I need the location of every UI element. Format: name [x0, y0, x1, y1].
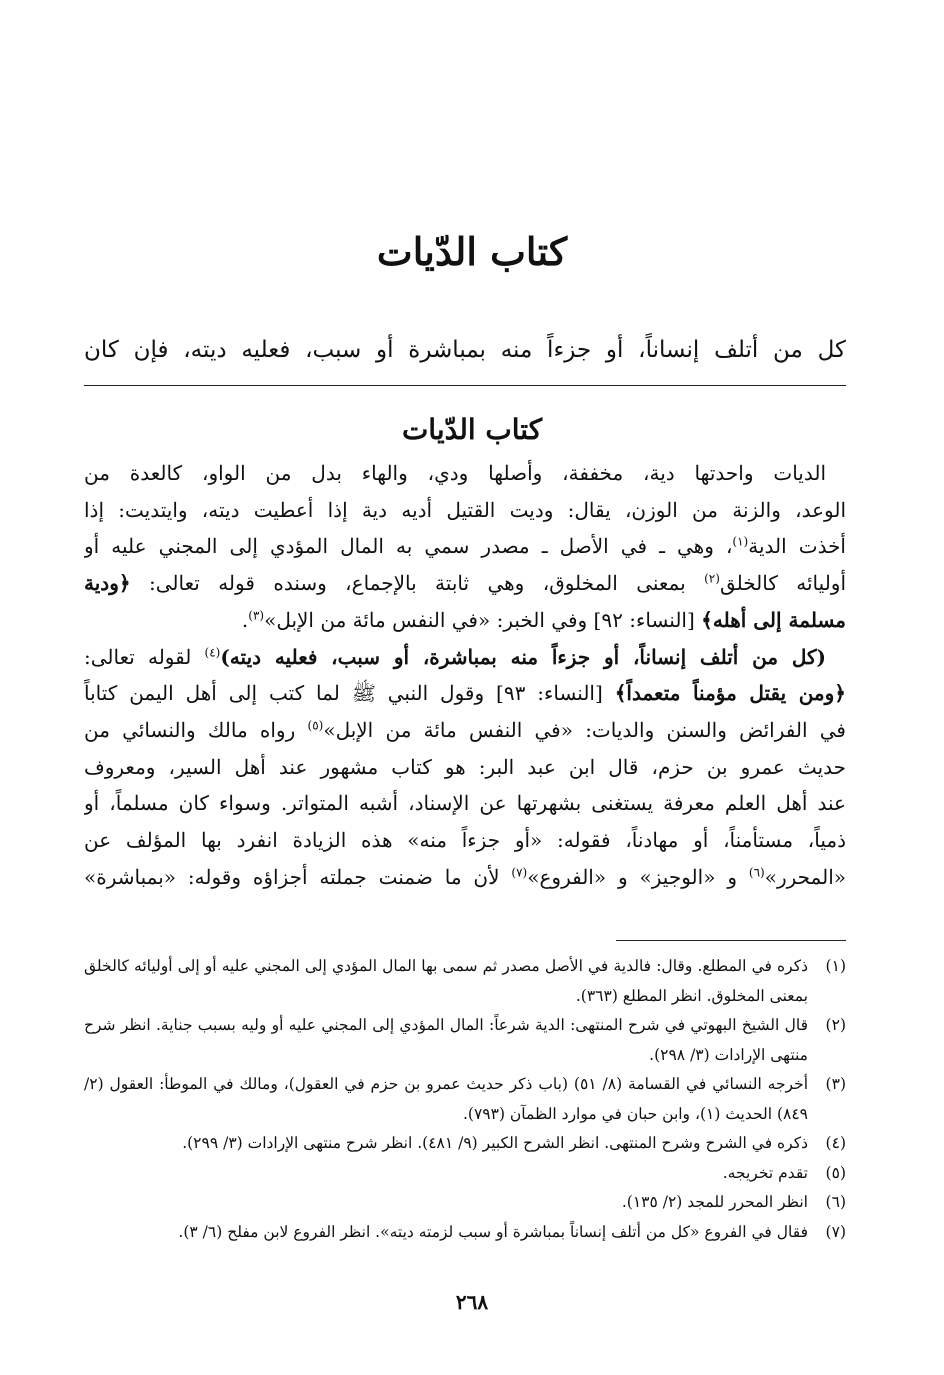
footnote: [84, 1218, 846, 1248]
footnote-ref-3[interactable]: (٣): [248, 608, 265, 623]
page-number: ٢٦٨: [455, 1290, 489, 1314]
matn-quote: (كل من أتلف إنساناً، أو جزءاً منه بمباشرة، أو سبب، فعليه ديته): [220, 644, 826, 669]
footnote-ref-6[interactable]: (٦): [748, 865, 765, 880]
footnote-ref-5[interactable]: (٥): [307, 718, 324, 733]
commentary-line: «المحرر»$^{(٦)}$ و «الوجيز» و «الفروع»$^{(٧)}$ لأن ما ضمنت جملته أجزاؤه وقوله: «بمباشرة»: [84, 864, 846, 889]
chapter-title: كتاب الدّيات: [376, 229, 568, 274]
commentary-paragraph-1: [84, 455, 846, 639]
matn-text: كل من أتلف إنساناً، أو جزءاً منه بمباشرة أو سبب، فعليه ديته، فإن كان: [84, 337, 846, 363]
footnote-text: قال الشيخ البهوتي في شرح المنتهى: الدية شرعاً: المال المؤدي إلى المجني عليه أو وليه بسبب جناية. انظر شرح منتهى الإرادات (٣/ ٢٩٨).: [84, 1016, 808, 1064]
commentary-line: الوعد، والزنة من الوزن، يقال: وديت القتيل أديه دية إذا أعطيت ديته، وايتديت: إذا: [84, 497, 846, 522]
footnote-text: فقال في الفروع «كل من أتلف إنساناً بمباشرة أو سبب لزمته ديته». انظر الفروع لابن مفلح (٦/ ٣).: [178, 1222, 808, 1241]
commentary-line: عند أهل العلم معرفة يستغنى بشهرتها عن الإسناد، أشبه المتواتر. وسواء كان مسلماً، أو: [84, 791, 846, 816]
quran-quote: مسلمة إلى أهله﴾: [701, 607, 846, 632]
commentary-line: (كل من أتلف إنساناً، أو جزءاً منه بمباشرة، أو سبب، فعليه ديته)$^{(٤)}$ لقوله تعالى:: [84, 644, 826, 669]
footnote: [84, 1188, 846, 1218]
footnote-ref-1[interactable]: (١): [732, 534, 749, 549]
footnote-number: (٦): [825, 1193, 846, 1211]
commentary-line: أوليائه كالخلق$^{(٢)}$ بمعنى المخلوق، وهي ثابتة بالإجماع، وسنده قوله تعالى: ﴿ودية: [84, 571, 846, 596]
commentary-line: أخذت الدية$^{(١)}$، وهي ـ في الأصل ـ مصدر سمي به المال المؤدي إلى المجني عليه أو: [84, 534, 846, 559]
commentary-body: [84, 455, 846, 895]
footnote-text: تقدم تخريجه.: [722, 1163, 808, 1182]
commentary-line: ذمياً، مستأمناً، أو مهادناً، فقوله: «أو جزءاً منه» هذه الزيادة انفرد بها المؤلف عن: [84, 828, 846, 853]
footnotes-divider: [616, 940, 846, 941]
footnote-number: (٧): [825, 1222, 846, 1241]
footnote-text: ذكره في الشرح وشرح المنتهى. انظر الشرح الكبير (٩/ ٤٨١). انظر شرح منتهى الإرادات (٣/ ٢٩٩).: [182, 1134, 808, 1152]
footnote: [84, 1070, 846, 1129]
footnote-ref-4[interactable]: (٤): [204, 644, 221, 659]
commentary-line: حديث عمرو بن حزم، قال ابن عبد البر: هو كتاب مشهور عند أهل السير، ومعروف: [84, 754, 846, 779]
footnote-number: (٥): [825, 1163, 846, 1182]
matn-divider: [84, 385, 846, 386]
quran-quote: ﴿ودية: [84, 571, 131, 596]
footnote-number: (٤): [825, 1134, 846, 1152]
footnote-text: ذكره في المطلع. وقال: فالدية في الأصل مصدر ثم سمى بها المال المؤدي إلى المجني عليه أو إلى أوليائه كالخلق بمعنى المخلوق. انظر المطلع (٣٦٣).: [84, 957, 808, 1005]
commentary-line: ﴿ومن يقتل مؤمناً متعمداً﴾ [النساء: ٩٣] وقول النبي ﷺ لما كتب إلى أهل اليمن كتاباً: [84, 681, 846, 706]
commentary-paragraph-2: [84, 639, 846, 896]
commentary-line: الديات واحدتها دية، مخففة، وأصلها ودي، والهاء بدل من الواو، كالعدة من: [84, 461, 826, 485]
footnote-ref-2[interactable]: (٢): [704, 571, 720, 586]
quran-quote: ﴿ومن يقتل مؤمناً متعمداً﴾: [614, 681, 846, 706]
footnote-ref-7[interactable]: (٧): [511, 865, 528, 880]
footnote-text: انظر المحرر للمجد (٢/ ١٣٥).: [621, 1193, 808, 1211]
footnote-text: أخرجه النسائي في القسامة (٨/ ٥١) (باب ذكر حديث عمرو بن حزم في العقول)، ومالك في الموطأ: العقول (٢/ ٨٤٩) الحديث (١)، وابن حبان في موارد الظمآن (٧٩٣).: [84, 1075, 808, 1123]
footnote-number: (٢): [825, 1016, 846, 1034]
footnote-number: (١): [825, 957, 846, 975]
footnote-number: (٣): [825, 1075, 846, 1093]
footnote: [84, 1129, 846, 1159]
commentary-line: في الفرائض والسنن والديات: «في النفس مائة من الإبل»$^{(٥)}$ رواه مالك والنسائي من: [84, 717, 846, 742]
footnotes: [84, 952, 846, 1247]
footnote: [84, 1011, 846, 1070]
commentary-line: مسلمة إلى أهله﴾ [النساء: ٩٢] وفي الخبر: «في النفس مائة من الإبل»$^{(٣)}$.: [241, 607, 846, 632]
footnote: [84, 952, 846, 1011]
sharh-title: كتاب الدّيات: [401, 413, 543, 446]
footnote: [84, 1159, 846, 1189]
